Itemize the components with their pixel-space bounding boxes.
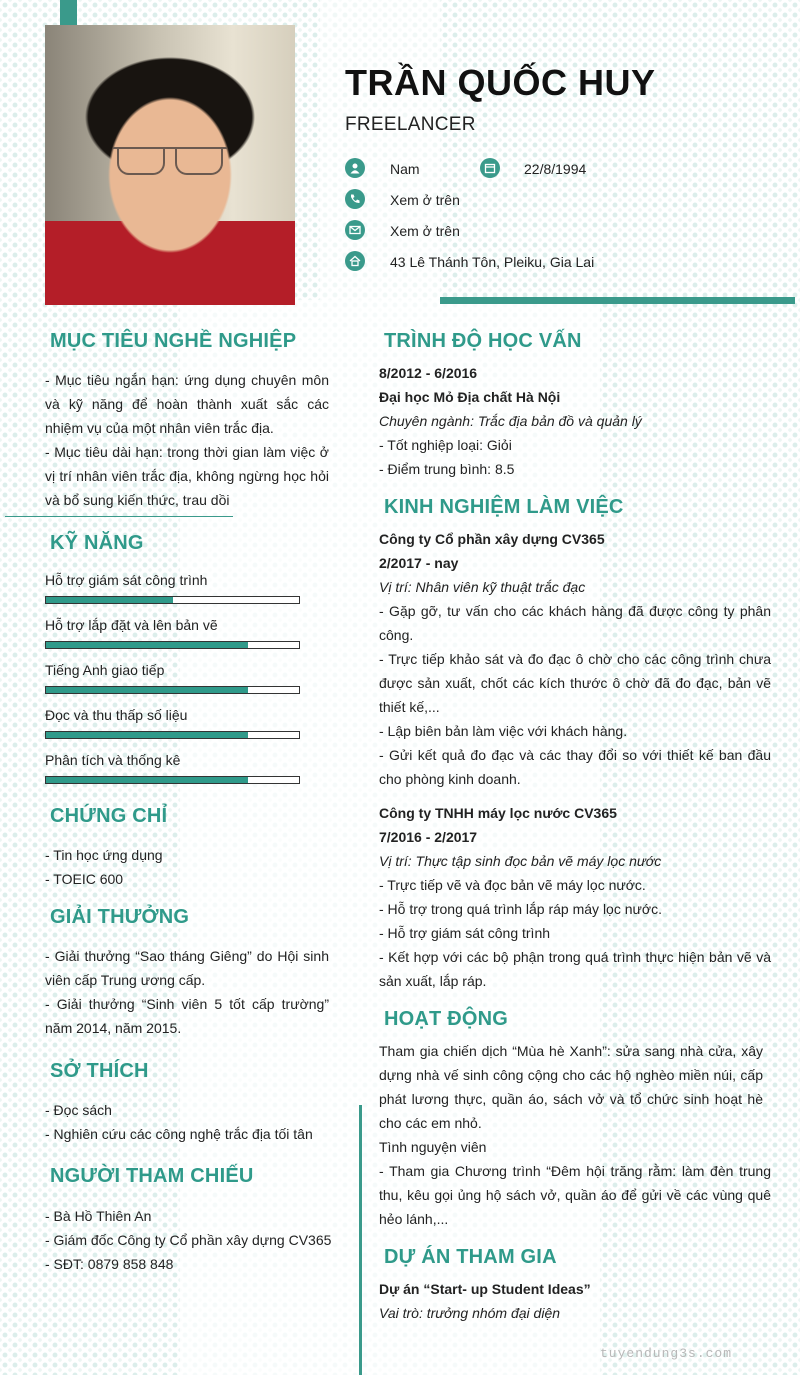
section-divider	[5, 516, 233, 517]
education-detail: - Điểm trung bình: 8.5	[379, 461, 515, 477]
references-title: NGƯỜI THAM CHIẾU	[50, 1165, 254, 1187]
job-duty: - Gặp gỡ, tư vấn cho các khách hàng đã được công ty phân công.	[379, 603, 771, 643]
hobby-item: - Nghiên cứu các công nghệ trắc địa tối tân	[45, 1126, 313, 1142]
job-role: Vị trí: Thực tập sinh đọc bản vẽ máy lọc nước	[379, 853, 662, 869]
experience-title: KINH NGHIỆM LÀM VIỆC	[384, 496, 624, 518]
job-role: Vị trí: Nhân viên kỹ thuật trắc đạc	[379, 579, 586, 595]
job-period: 2/2017 - nay	[379, 555, 459, 571]
objective-title: MỤC TIÊU NGHỀ NGHIỆP	[50, 330, 297, 352]
education-detail: - Tốt nghiệp loại: Giỏi	[379, 437, 512, 453]
reference-item: - Giám đốc Công ty Cổ phần xây dựng CV365	[45, 1232, 332, 1248]
reference-item: - Bà Hồ Thiên An	[45, 1208, 152, 1224]
activity-item: Tình nguyện viên	[379, 1139, 487, 1155]
activity-item: - Tham gia Chương trình “Đêm hội trăng rằm: làm đèn trung thu, kêu gọi ủng hộ sách vở, quần áo để gửi về các vùng quê hẻo lánh,...	[379, 1163, 771, 1227]
job-company: Công ty Cổ phần xây dựng CV365	[379, 531, 605, 547]
education-title: TRÌNH ĐỘ HỌC VẤN	[384, 330, 582, 352]
hobby-item: - Đọc sách	[45, 1102, 112, 1118]
projects-title: DỰ ÁN THAM GIA	[384, 1246, 557, 1268]
job-duty: - Lập biên bản làm việc với khách hàng.	[379, 723, 628, 739]
certificate-item: - Tin học ứng dụng	[45, 847, 163, 863]
education-major: Chuyên ngành: Trắc địa bản đồ và quản lý	[379, 413, 642, 429]
skill-label: Đọc và thu thấp số liệu	[45, 707, 188, 723]
job-duty: - Gửi kết quả đo đạc và các thay đổi so với thiết kế ban đầu cho phòng kinh doanh.	[379, 747, 771, 787]
activity-item: Tham gia chiến dịch “Mùa hè Xanh”: sửa sang nhà cửa, xây dựng nhà vế sinh công cộng cho các hộ nghèo miền núi, cấp phát lương thực, quần áo, sách vở và tổ chức sinh hoạt hè cho các em nhỏ.	[379, 1043, 763, 1131]
job-title: FREELANCER	[345, 114, 476, 135]
skill-level-bar	[45, 731, 300, 739]
calendar-icon	[480, 158, 500, 178]
home-icon	[345, 251, 365, 271]
job-duty: - Hỗ trợ trong quá trình lắp ráp máy lọc nước.	[379, 901, 662, 917]
awards-title: GIẢI THƯỞNG	[50, 906, 190, 928]
accent-bar-vertical	[359, 1105, 362, 1375]
skill-label: Phân tích và thống kê	[45, 752, 181, 768]
job-duty: - Trực tiếp vẽ và đọc bản vẽ máy lọc nước.	[379, 877, 646, 893]
skill-label: Tiếng Anh giao tiếp	[45, 662, 165, 678]
phone-icon	[345, 189, 365, 209]
skill-label: Hỗ trợ giám sát công trình	[45, 572, 208, 588]
gender-text: Nam	[390, 161, 420, 177]
phone-text: Xem ở trên	[390, 192, 460, 208]
project-name: Dự án “Start- up Student Ideas”	[379, 1281, 591, 1297]
award-item: - Giải thưởng “Sao tháng Giêng” do Hội sinh viên cấp Trung ương cấp.	[45, 948, 329, 988]
watermark: tuyendung3s.com	[600, 1346, 733, 1361]
reference-item: - SĐT: 0879 858 848	[45, 1256, 174, 1272]
award-item: - Giải thưởng “Sinh viên 5 tốt cấp trường” năm 2014, năm 2015.	[45, 996, 329, 1036]
activities-title: HOẠT ĐỘNG	[384, 1008, 509, 1030]
birthday-text: 22/8/1994	[524, 161, 587, 177]
project-role: Vai trò: trưởng nhóm đại diện	[379, 1305, 561, 1321]
skill-label: Hỗ trợ lắp đặt và lên bản vẽ	[45, 617, 218, 633]
address-text: 43 Lê Thánh Tôn, Pleiku, Gia Lai	[390, 254, 595, 270]
skill-level-bar	[45, 596, 300, 604]
skill-level-bar	[45, 776, 300, 784]
profile-photo	[45, 25, 295, 305]
skill-level-fill	[46, 597, 173, 603]
job-period: 7/2016 - 2/2017	[379, 829, 478, 845]
skill-level-fill	[46, 642, 248, 648]
job-duty: - Hỗ trợ giám sát công trình	[379, 925, 551, 941]
job-duty: - Trực tiếp khảo sát và đo đạc ô chờ cho các công trình chưa được sản xuất, chốt các kích thước ô chờ đã đo đạc, bản vẽ thiết kế,...	[379, 651, 771, 715]
skill-level-fill	[46, 777, 248, 783]
education-period: 8/2012 - 6/2016	[379, 365, 478, 381]
job-duty: - Kết hợp với các bộ phận trong quá trình thực hiện bản vẽ và sản xuất, lắp ráp.	[379, 949, 771, 989]
candidate-name: TRẦN QUỐC HUY	[345, 62, 656, 103]
certificate-item: - TOEIC 600	[45, 871, 124, 887]
email-text: Xem ở trên	[390, 223, 460, 239]
job-company: Công ty TNHH máy lọc nước CV365	[379, 805, 617, 821]
skills-title: KỸ NĂNG	[50, 532, 144, 554]
skill-level-fill	[46, 687, 248, 693]
certificates-title: CHỨNG CHỈ	[50, 805, 168, 827]
skill-level-fill	[46, 732, 248, 738]
email-icon	[345, 220, 365, 240]
person-icon	[345, 158, 365, 178]
skill-level-bar	[45, 686, 300, 694]
objective-short-term: - Mục tiêu ngắn hạn: ứng dụng chuyên môn và kỹ năng để hoàn thành xuất sắc các nhiệm vụ của một nhân viên trắc địa.	[45, 372, 329, 436]
education-school: Đại học Mỏ Địa chất Hà Nội	[379, 389, 561, 405]
objective-long-term: - Mục tiêu dài hạn: trong thời gian làm việc ở vị trí nhân viên trắc địa, không ngừng học hỏi và bổ sung kiến thức, trau dồi	[45, 444, 329, 508]
glasses-illustration	[113, 147, 227, 177]
accent-bar-header	[440, 297, 795, 304]
hobbies-title: SỞ THÍCH	[50, 1060, 149, 1082]
skill-level-bar	[45, 641, 300, 649]
